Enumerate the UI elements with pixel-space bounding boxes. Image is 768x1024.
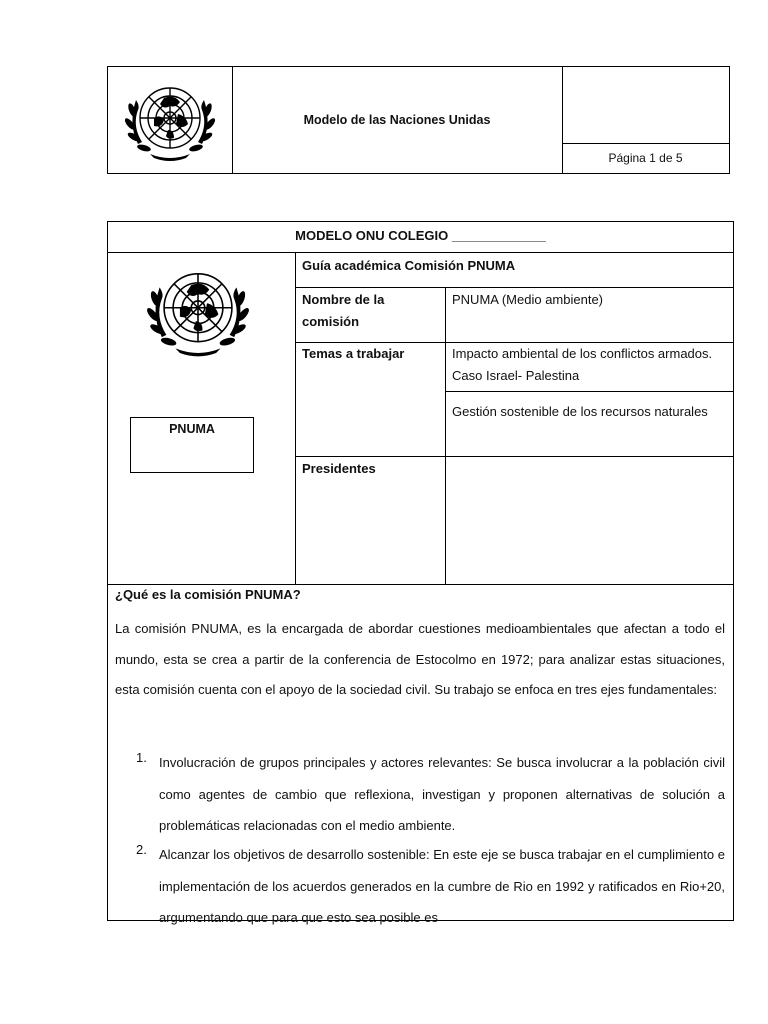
- commission-table: [107, 221, 734, 925]
- commission-value: PNUMA (Medio ambiente): [452, 292, 603, 307]
- list-number-1: 1.: [136, 750, 147, 765]
- header-logo-cell: [108, 67, 233, 173]
- table-heading: MODELO ONU COLEGIO _____________: [295, 228, 546, 243]
- topic-2: Gestión sostenible de los recursos naturales: [452, 404, 708, 419]
- topic-1: Impacto ambiental de los conflictos armados. Caso Israel- Palestina: [452, 346, 713, 383]
- section-question: ¿Qué es la comisión PNUMA?: [115, 587, 301, 602]
- list-item-1: Involucración de grupos principales y actores relevantes: Se busca involucrar a la población civil como agentes de cambio que reflexiona, investigan y proponen alternativas de solución a problemáticas relacionadas con el medio ambiente.: [159, 755, 725, 833]
- intro-paragraph: La comisión PNUMA, es la encargada de abordar cuestiones medioambientales que afectan a todo el mundo, esta se crea a partir de la conferencia de Estocolmo en 1972; para analizar estas situaciones, esta comisión cuenta con el apoyo de la sociedad civil. Su trabajo se enfoca en tres ejes fundamentales:: [115, 621, 725, 697]
- document-header: [107, 66, 730, 174]
- header-empty-cell: [562, 67, 729, 144]
- list-number-2: 2.: [136, 842, 147, 857]
- page-number: Página 1 de 5: [608, 151, 683, 165]
- guide-title: Guía académica Comisión PNUMA: [302, 258, 516, 273]
- header-title: Modelo de las Naciones Unidas: [232, 67, 563, 173]
- topics-label: Temas a trabajar: [302, 346, 405, 361]
- presidents-label: Presidentes: [302, 461, 376, 476]
- un-emblem-icon: [136, 258, 260, 362]
- un-emblem-icon: [120, 74, 220, 166]
- commission-label: Nombre de la comisión: [302, 292, 385, 329]
- pnuma-badge: PNUMA: [130, 417, 254, 473]
- list-item-2: Alcanzar los objetivos de desarrollo sostenible: En este eje se busca trabajar en el cumplimiento e implementación de los acuerdos generados en la cumbre de Rio en 1992 y ratificados en Rio+20, argumentando que para que esto sea posible es: [159, 847, 725, 925]
